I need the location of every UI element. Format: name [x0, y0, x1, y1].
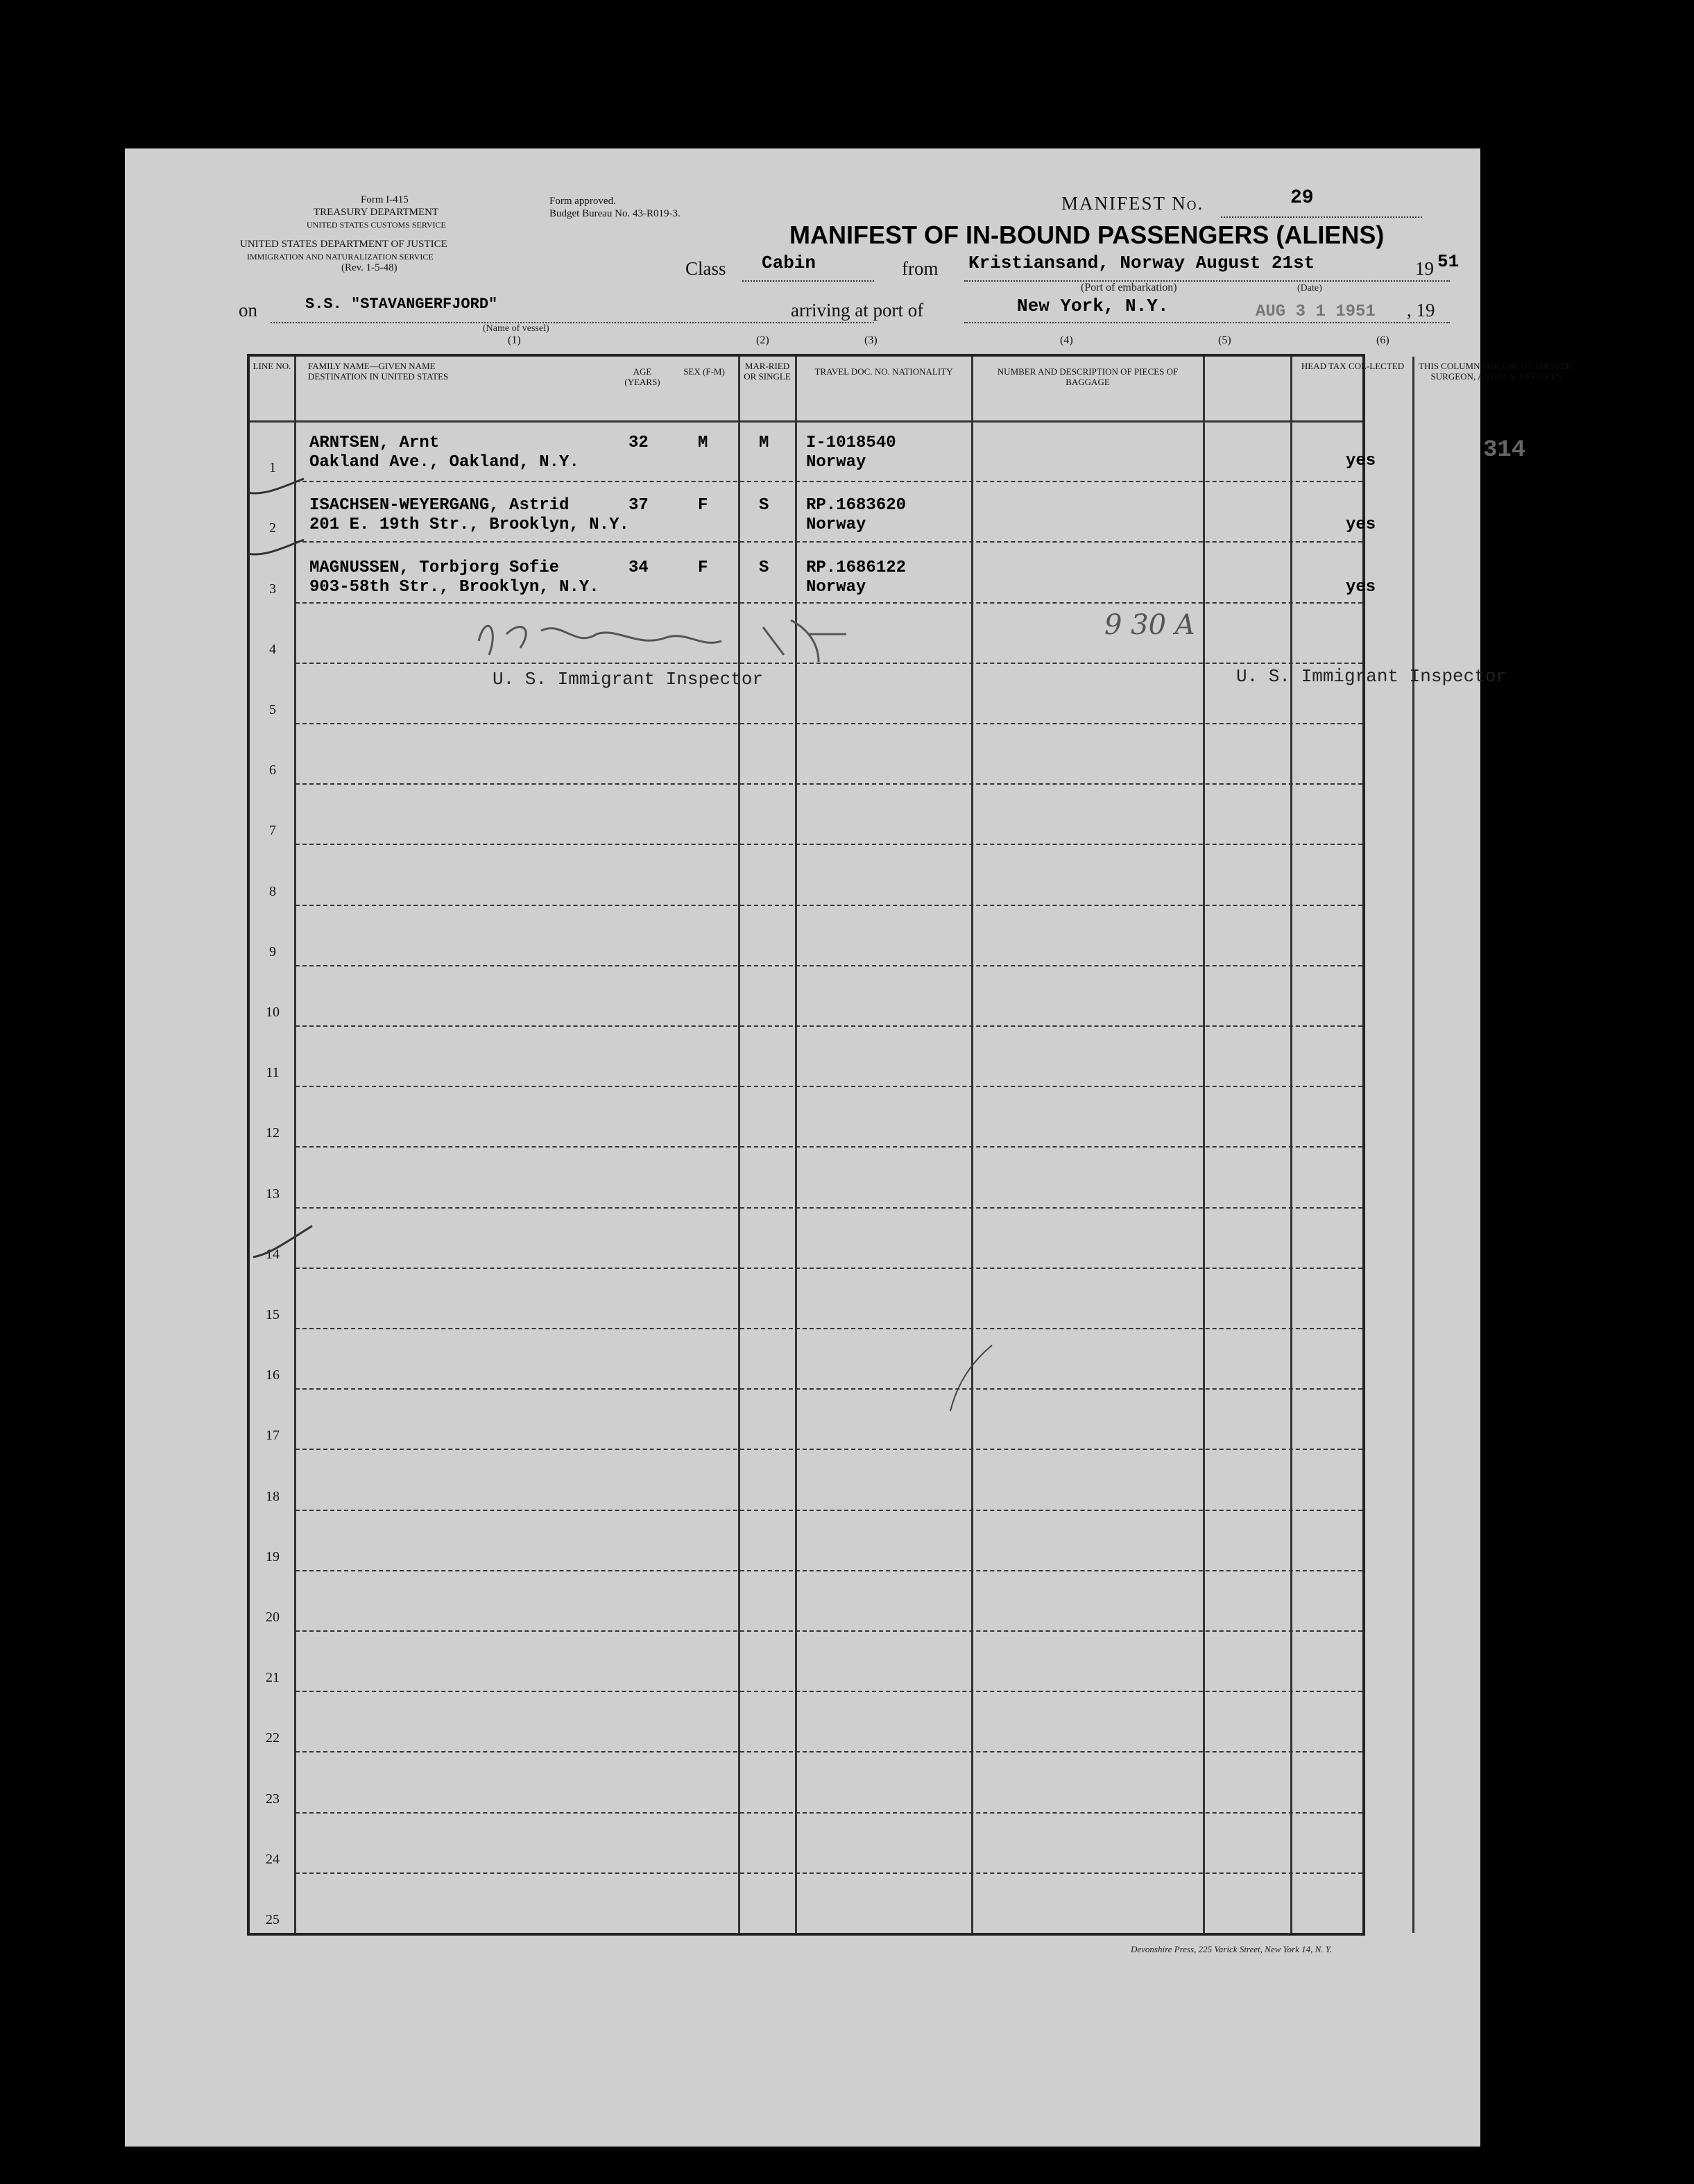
header-name: FAMILY NAME—GIVEN NAME DESTINATION IN UNITED STATES: [308, 361, 449, 382]
vessel-caption: (Name of vessel): [483, 323, 549, 334]
passenger-sex: M: [698, 434, 708, 452]
manifest-label: MANIFEST No.: [1061, 193, 1204, 214]
pen-tick: [943, 1342, 999, 1425]
line-number: 7: [269, 823, 276, 839]
line-number: 9: [269, 944, 276, 959]
ins-label: IMMIGRATION AND NATURALIZATION SERVICE: [247, 252, 434, 262]
column-number: (6): [1376, 334, 1389, 346]
from-line: [964, 280, 1450, 282]
passenger-head-tax: yes: [1346, 515, 1376, 534]
line-number: 10: [266, 1005, 280, 1020]
row-rule: [296, 1449, 1362, 1450]
header-rule: [250, 420, 1362, 423]
column-number: (1): [508, 334, 521, 346]
header-baggage: NUMBER AND DESCRIPTION OF PIECES OF BAGGAGE: [997, 366, 1179, 387]
column-divider: [971, 357, 973, 1933]
column-divider: [738, 357, 740, 1933]
line-number: 18: [266, 1488, 280, 1504]
passenger-nationality: Norway: [806, 578, 866, 597]
line-number: 12: [266, 1125, 280, 1141]
line-number: 15: [266, 1307, 280, 1322]
column-divider: [1412, 357, 1414, 1933]
row-rule: [296, 1086, 1362, 1087]
passenger-nationality: Norway: [806, 515, 866, 534]
header-married: MAR-RIED OR SINGLE: [744, 361, 791, 382]
date-caption: (Date): [1297, 283, 1322, 293]
column-divider: [1203, 357, 1205, 1933]
line-number: 11: [266, 1065, 280, 1081]
row-rule: [296, 1751, 1362, 1752]
passenger-table: [247, 354, 1574, 1936]
passenger-name: ISACHSEN-WEYERGANG, Astrid: [309, 496, 570, 515]
row-rule: [296, 1025, 1362, 1027]
line-number: 1: [269, 460, 276, 476]
passenger-head-tax: yes: [1346, 452, 1376, 470]
manifest-number: 29: [1290, 187, 1314, 209]
vessel-line: [271, 322, 874, 323]
page-title: MANIFEST OF IN-BOUND PASSENGERS (ALIENS): [789, 221, 1385, 249]
from-label: from: [902, 258, 939, 279]
passenger-name: MAGNUSSEN, Torbjorg Sofie: [309, 558, 560, 577]
arriving-label: arriving at port of: [791, 300, 924, 321]
officer-note: 314: [1483, 437, 1526, 463]
manifest-sheet: [125, 148, 1574, 2147]
treasury-department: TREASURY DEPARTMENT: [314, 207, 439, 218]
header-head-tax: HEAD TAX COL-LECTED: [1301, 361, 1405, 371]
line-number: 13: [266, 1186, 280, 1202]
header-officers: THIS COLUMN FOR USE OF MASTER, SURGEON, AND U. S. OFFICERS: [1419, 361, 1574, 382]
line-number: 17: [266, 1428, 280, 1444]
passenger-doc: RP.1686122: [806, 558, 907, 577]
line-number: 24: [266, 1851, 280, 1867]
line-number: 6: [269, 762, 276, 778]
row-rule: [296, 965, 1362, 966]
row-rule: [296, 1146, 1362, 1148]
header-travel-doc: TRAVEL DOC. NO. NATIONALITY: [814, 366, 953, 377]
arrival-date-stamp: AUG 3 1 1951: [1256, 302, 1376, 321]
line-number: 4: [269, 641, 276, 657]
line-number: 19: [266, 1549, 280, 1564]
budget-bureau: Budget Bureau No. 43-R019-3.: [549, 208, 681, 219]
manifest-number-line: [1221, 216, 1422, 218]
row-rule: [296, 1872, 1362, 1874]
from-value: Kristiansand, Norway August 21st: [968, 253, 1315, 273]
row-rule: [296, 1812, 1362, 1814]
port-embarkation-caption: (Port of embarkation): [1081, 282, 1177, 293]
line-number: 23: [266, 1791, 280, 1807]
passenger-age: 32: [628, 434, 649, 452]
arrival-line: [964, 322, 1450, 323]
row-rule: [296, 1691, 1362, 1692]
row-rule: [296, 1207, 1362, 1209]
column-number: (5): [1218, 334, 1231, 346]
revision: (Rev. 1-5-48): [341, 262, 397, 273]
header-age: AGE (YEARS): [624, 366, 660, 387]
pen-tick: [250, 1222, 319, 1264]
passenger-doc: I-1018540: [806, 434, 896, 452]
inspector-right: U. S. Immigrant Inspector: [1236, 666, 1507, 687]
year-value: 51: [1437, 251, 1460, 272]
vessel-name: S.S. "STAVANGERFJORD": [305, 296, 498, 313]
footer-imprint: Devonshire Press, 225 Varick Street, New York 14, N. Y.: [1131, 1944, 1333, 1954]
passenger-nationality: Norway: [806, 453, 866, 472]
passenger-age: 37: [628, 496, 649, 515]
class-value: Cabin: [762, 253, 816, 273]
column-number: (3): [864, 334, 878, 346]
arrival-year-suffix: , 19: [1407, 300, 1435, 321]
passenger-married: S: [759, 558, 769, 577]
on-label: on: [239, 300, 257, 321]
passenger-name: ARNTSEN, Arnt: [309, 434, 440, 452]
line-number: 5: [269, 702, 276, 717]
line-number: 2: [269, 520, 276, 536]
passenger-married: S: [759, 496, 769, 515]
dept-justice: UNITED STATES DEPARTMENT OF JUSTICE: [240, 239, 447, 250]
line-number: 8: [269, 883, 276, 899]
passenger-head-tax: yes: [1346, 578, 1376, 597]
passenger-destination: 201 E. 19th Str., Brooklyn, N.Y.: [309, 515, 629, 534]
line-number: 21: [266, 1670, 280, 1686]
row-rule: [296, 1510, 1362, 1511]
form-number: Form I-415: [361, 194, 409, 205]
column-divider: [795, 357, 797, 1933]
column-number: (4): [1060, 334, 1073, 346]
passenger-sex: F: [698, 558, 708, 577]
row-rule: [296, 1630, 1362, 1632]
line-number: 25: [266, 1912, 280, 1927]
row-rule: [296, 783, 1362, 785]
row-rule: [296, 1570, 1362, 1571]
row-rule: [296, 844, 1362, 845]
row-rule: [296, 723, 1362, 724]
handwritten-note: 9 30 A: [1104, 609, 1195, 641]
inspector-signature: [458, 599, 888, 676]
column-divider: [1290, 357, 1292, 1933]
line-number: 22: [266, 1730, 280, 1746]
row-rule: [296, 905, 1362, 906]
inspector-left: U. S. Immigrant Inspector: [493, 669, 764, 690]
line-number: 3: [269, 581, 276, 597]
passenger-destination: 903-58th Str., Brooklyn, N.Y.: [309, 578, 599, 597]
passenger-sex: F: [698, 496, 708, 515]
arrival-port: New York, N.Y.: [1017, 296, 1169, 316]
column-number: (2): [756, 334, 769, 346]
row-rule: [296, 1388, 1362, 1390]
year-prefix: 19: [1415, 258, 1434, 279]
row-rule: [296, 541, 1362, 543]
row-rule: [296, 481, 1362, 482]
customs-service: UNITED STATES CUSTOMS SERVICE: [307, 220, 446, 230]
line-number: 16: [266, 1367, 280, 1383]
form-approved: Form approved.: [549, 196, 616, 207]
passenger-doc: RP.1683620: [806, 496, 907, 515]
class-label: Class: [685, 258, 726, 279]
pen-tick: [244, 472, 307, 500]
line-number: 20: [266, 1610, 280, 1625]
line-number: 14: [266, 1246, 280, 1262]
header-sex: SEX (F-M): [683, 366, 725, 377]
passenger-married: M: [759, 434, 769, 452]
row-rule: [296, 1268, 1362, 1269]
row-rule: [296, 1328, 1362, 1329]
pen-tick: [244, 533, 307, 561]
passenger-age: 34: [628, 558, 649, 577]
passenger-destination: Oakland Ave., Oakland, N.Y.: [309, 453, 579, 472]
header-line-no: LINE NO.: [253, 361, 291, 371]
class-line: [742, 280, 874, 282]
